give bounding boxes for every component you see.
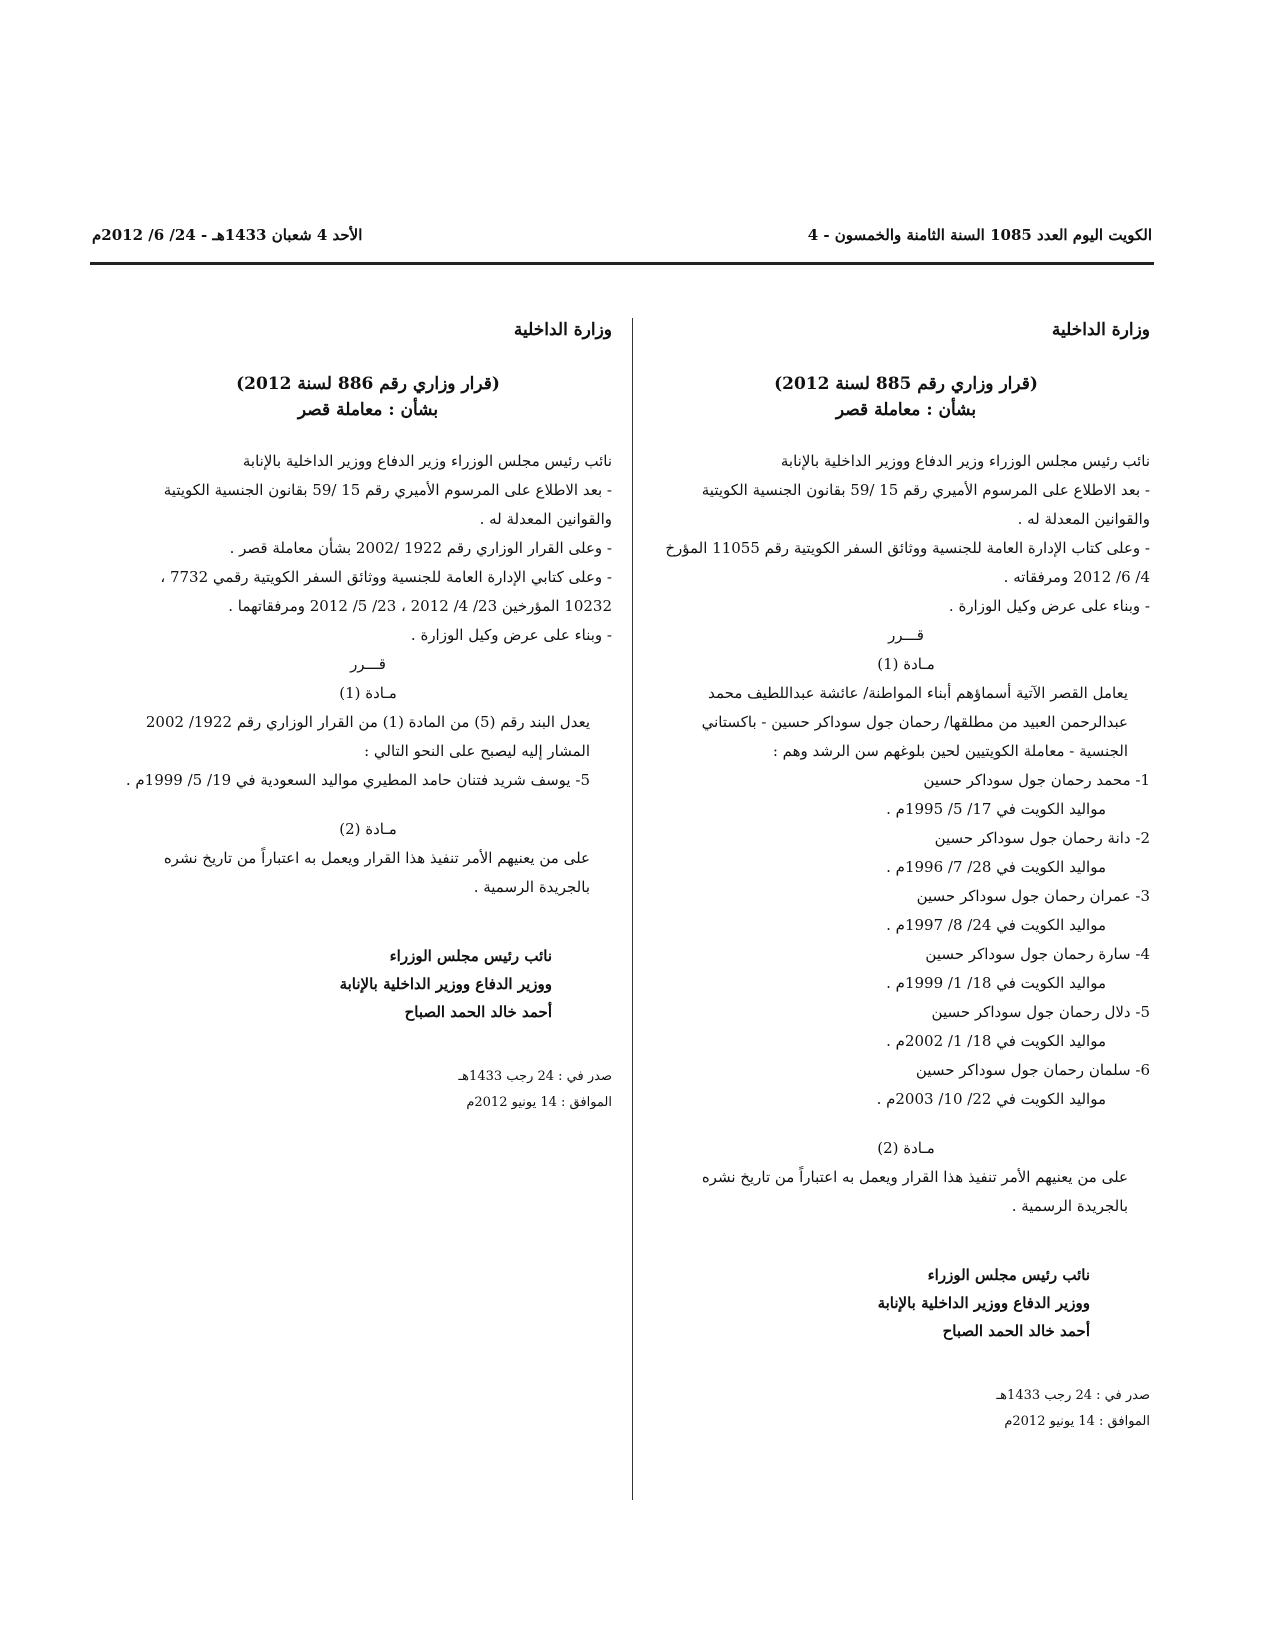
running-header [92,226,1152,250]
decree-subject: بشأن : معاملة قصر [297,400,439,420]
article-heading: مـادة (1) [339,684,397,702]
article-text: يعامل القصر الآتية أسماؤهم أبناء المواطنة/ عائشة عبداللطيف محمد عبدالرحمن العبيد من مطلقها/ رحمان جول سوداكر حسين - باكستاني الجنسية - معاملة الكويتيين لحين بلوغهم سن الرشد وهم : [701,684,1128,760]
header-date: الأحد 4 شعبان 1433هـ - 24/ 6/ 2012م [92,226,363,244]
child-birth: مواليد الكويت في 28/ 7/ 1996م . [886,858,1106,876]
signature-line: ووزير الدفاع ووزير الداخلية بالإنابة [877,1294,1090,1312]
decides-heading: قـــرر [888,626,924,644]
list-item [662,998,1150,1056]
issue-date-block [124,1064,612,1116]
signature-line: نائب رئيس مجلس الوزراء [927,1266,1090,1284]
preamble-line: - بعد الاطلاع على المرسوم الأميري رقم 15 /59 بقانون الجنسية الكويتية والقوانين المعدلة له . [701,481,1150,528]
child-name: 3- عمران رحمان جول سوداكر حسين [916,887,1150,905]
list-item [662,882,1150,940]
child-name: 5- دلال رحمان جول سوداكر حسين [931,1003,1150,1021]
child-name: 1- محمد رحمان جول سوداكر حسين [923,771,1150,789]
preamble-line: - وعلى كتابي الإدارة العامة للجنسية ووثائق السفر الكويتية رقمي 7732 ، 10232 المؤرخين 23/ 4/ 2012 ، 23/ 5/ 2012 ومرفقاتهما . [160,568,612,615]
article-heading: مـادة (2) [877,1139,935,1157]
article-heading: مـادة (2) [339,820,397,838]
article-text: على من يعنيهم الأمر تنفيذ هذا القرار ويعمل به اعتباراً من تاريخ نشره بالجريدة الرسمية . [163,849,590,896]
decree-subject: بشأن : معاملة قصر [835,400,977,420]
list-item [662,766,1150,824]
signature-block [662,1261,1150,1345]
ministry-heading: وزارة الداخلية [1051,320,1150,340]
child-birth: مواليد الكويت في 22/ 10/ 2003م . [876,1090,1106,1108]
issue-date-block [662,1383,1150,1435]
signature-name: أحمد خالد الحمد الصباح [942,1322,1090,1340]
list-item [662,1056,1150,1114]
child-birth: مواليد الكويت في 24/ 8/ 1997م . [886,916,1106,934]
list-item [662,824,1150,882]
list-item [662,940,1150,998]
child-name: 6- سلمان رحمان جول سوداكر حسين [915,1061,1150,1079]
decree-title: (قرار وزاري رقم 886 لسنة 2012) [236,374,500,394]
column-divider [632,318,633,1500]
ministry-heading: وزارة الداخلية [513,320,612,340]
decides-heading: قـــرر [350,655,386,673]
amended-item: 5- يوسف شريد فتنان حامد المطيري مواليد السعودية في 19/ 5/ 1999م . [125,771,590,789]
issued-gregorian: الموافق : 14 يونيو 2012م [1004,1414,1150,1429]
decree-title: (قرار وزاري رقم 885 لسنة 2012) [774,374,1038,394]
preamble-line: - وعلى كتاب الإدارة العامة للجنسية ووثائق السفر الكويتية رقم 11055 المؤرخ 4/ 6/ 2012 ومرفقاته . [665,539,1150,586]
preamble-line: نائب رئيس مجلس الوزراء وزير الدفاع ووزير الداخلية بالإنابة [780,452,1150,470]
preamble-line: - وعلى القرار الوزاري رقم 1922 /2002 بشأن معاملة قصر . [229,539,612,557]
preamble-line: نائب رئيس مجلس الوزراء وزير الدفاع ووزير الداخلية بالإنابة [242,452,612,470]
issued-hijri: صدر في : 24 رجب 1433هـ [996,1388,1150,1403]
preamble-line: - وبناء على عرض وكيل الوزارة . [410,626,612,644]
header-issue-info: الكويت اليوم العدد 1085 السنة الثامنة والخمسون - 4 [807,226,1152,244]
signature-name: أحمد خالد الحمد الصباح [404,1003,552,1021]
child-birth: مواليد الكويت في 17/ 5/ 1995م . [886,800,1106,818]
children-list [662,766,1150,1114]
article-text: يعدل البند رقم (5) من المادة (1) من القرار الوزاري رقم 1922/ 2002 المشار إليه ليصبح على النحو التالي : [145,713,590,760]
article-text: على من يعنيهم الأمر تنفيذ هذا القرار ويعمل به اعتباراً من تاريخ نشره بالجريدة الرسمية . [701,1168,1128,1215]
signature-line: نائب رئيس مجلس الوزراء [389,947,552,965]
child-birth: مواليد الكويت في 18/ 1/ 1999م . [886,974,1106,992]
preamble-line: - بعد الاطلاع على المرسوم الأميري رقم 15 /59 بقانون الجنسية الكويتية والقوانين المعدلة له . [163,481,612,528]
child-name: 4- سارة رحمان جول سوداكر حسين [925,945,1150,963]
article-heading: مـادة (1) [877,655,935,673]
header-rule [90,262,1154,265]
preamble-line: - وبناء على عرض وكيل الوزارة . [948,597,1150,615]
child-name: 2- دانة رحمان جول سوداكر حسين [934,829,1150,847]
issued-hijri: صدر في : 24 رجب 1433هـ [458,1069,612,1084]
signature-line: ووزير الدفاع ووزير الداخلية بالإنابة [339,975,552,993]
signature-block [124,942,612,1026]
decree-886-column [124,316,612,1116]
child-birth: مواليد الكويت في 18/ 1/ 2002م . [886,1032,1106,1050]
issued-gregorian: الموافق : 14 يونيو 2012م [466,1095,612,1110]
decree-885-column [662,316,1150,1435]
